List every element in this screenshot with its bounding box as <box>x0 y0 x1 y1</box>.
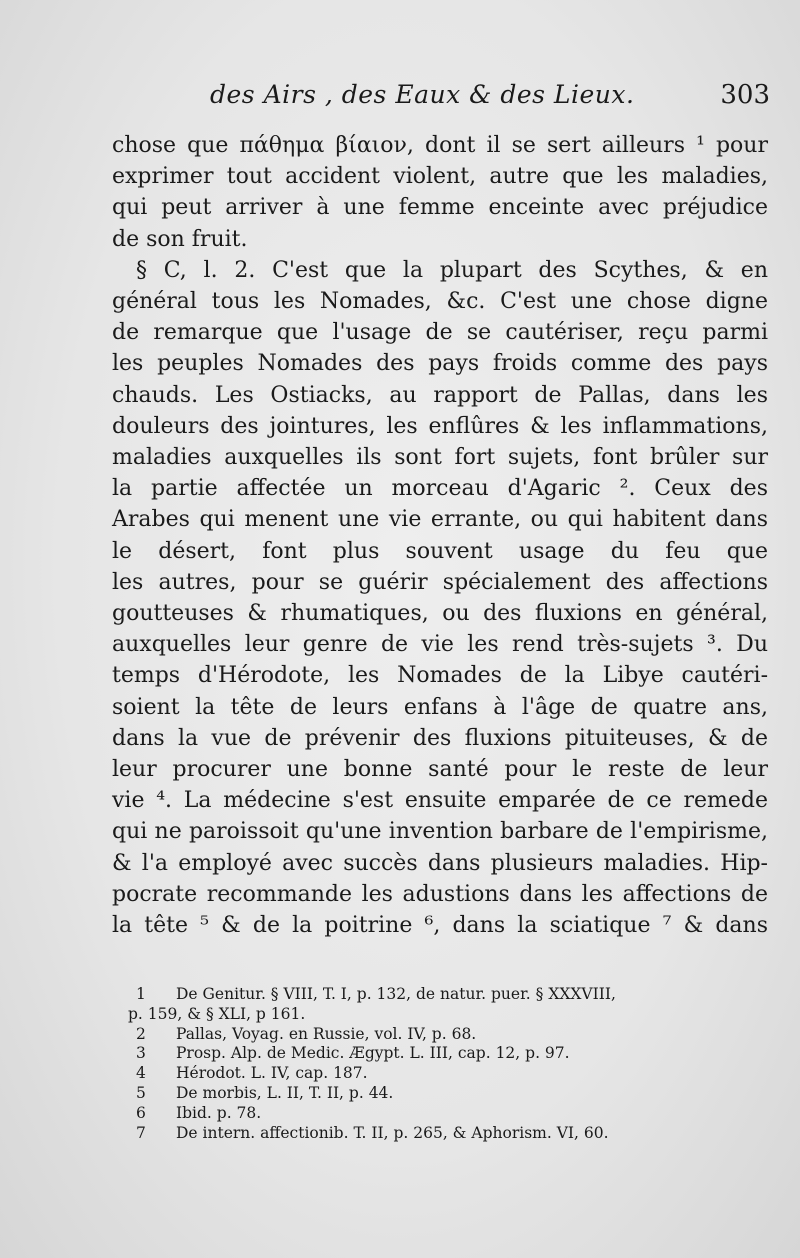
footnote-text: Ibid. p. 78. <box>176 1103 262 1122</box>
footnote <box>128 1025 768 1045</box>
footnote <box>128 1064 768 1084</box>
footnote-number: 2 <box>136 1024 146 1043</box>
text-line: soient la tête de leurs enfans à l'âge de quatre ans, <box>112 694 768 720</box>
text-line: auxquelles leur genre de vie les rend très-sujets ³. Du <box>112 632 768 658</box>
footnote-number: 1 <box>136 985 146 1003</box>
footnote-number: 4 <box>136 1064 146 1083</box>
footnote-text: Pallas, Voyag. en Russie, vol. IV, p. 68. <box>176 1024 477 1043</box>
footnotes <box>128 985 768 1143</box>
footnote <box>128 1084 768 1104</box>
text-line: goutteuses & rhumatiques, ou des fluxions en général, <box>112 601 768 627</box>
footnote-text: De Genitur. § VIII, T. I, p. 132, de natur. puer. § XXXVIII, <box>176 985 616 1003</box>
text-line: temps d'Hérodote, les Nomades de la Libye cautéri- <box>112 663 768 689</box>
footnote <box>128 1044 768 1064</box>
footnote <box>128 1104 768 1124</box>
text-line: exprimer tout accident violent, autre que les maladies, <box>112 164 768 190</box>
footnote-text: Hérodot. L. IV, cap. 187. <box>176 1064 368 1083</box>
footnote <box>128 985 768 1005</box>
text-line: chauds. Les Ostiacks, au rapport de Pallas, dans les <box>112 382 768 408</box>
running-title: des Airs , des Eaux & des Lieux. <box>210 80 635 109</box>
text-line: chose que πάθημα βίαιον, dont il se sert ailleurs ¹ pour <box>112 133 768 158</box>
text-line: général tous les Nomades, &c. C'est une chose digne <box>112 289 768 315</box>
text-line: de remarque que l'usage de se cautériser, reçu parmi <box>112 320 768 346</box>
footnote-number: 5 <box>136 1083 146 1102</box>
text-line: la tête ⁵ & de la poitrine ⁶, dans la sciatique ⁷ & dans <box>112 913 768 939</box>
footnote-number: 3 <box>136 1044 146 1063</box>
page-number: 303 <box>720 80 770 110</box>
text-line: Arabes qui menent une vie errante, ou qui habitent dans <box>112 507 768 533</box>
footnote-text: Prosp. Alp. de Medic. Ægypt. L. III, cap. 12, p. 97. <box>176 1044 570 1063</box>
text-line: § C, l. 2. C'est que la plupart des Scythes, & en <box>136 257 768 283</box>
text-line: les peuples Nomades des pays froids comme des pays <box>112 351 768 377</box>
footnote <box>128 1124 768 1144</box>
footnote-number: 7 <box>136 1123 146 1142</box>
text-line: vie ⁴. La médecine s'est ensuite emparée de ce remede <box>112 788 768 814</box>
text-line: qui ne paroissoit qu'une invention barbare de l'empirisme, <box>112 819 768 845</box>
text-line: les autres, pour se guérir spécialement des affections <box>112 569 768 595</box>
text-line: dans la vue de prévenir des fluxions pituiteuses, & de <box>112 725 768 751</box>
footnote-text: De morbis, L. II, T. II, p. 44. <box>176 1083 394 1102</box>
footnote <box>128 1005 768 1025</box>
main-text <box>112 130 768 941</box>
footnote-text: p. 159, & § XLI, p 161. <box>128 1004 306 1023</box>
text-line: qui peut arriver à une femme enceinte avec préjudice <box>112 195 768 221</box>
text-line: de son fruit. <box>112 226 248 252</box>
text-line: & l'a employé avec succès dans plusieurs maladies. Hip- <box>112 850 768 876</box>
footnote-number: 6 <box>136 1103 146 1122</box>
text-line: maladies auxquelles ils sont fort sujets, font brûler sur <box>112 445 768 471</box>
footnote-text: De intern. affectionib. T. II, p. 265, & Aphorism. VI, 60. <box>176 1123 609 1142</box>
text-line: douleurs des jointures, les enflûres & les inflammations, <box>112 413 768 439</box>
text-line: pocrate recommande les adustions dans les affections de <box>112 881 768 907</box>
text-line: la partie affectée un morceau d'Agaric ². Ceux des <box>112 476 768 502</box>
text-line: le désert, font plus souvent usage du feu que <box>112 538 768 564</box>
running-header <box>210 80 770 120</box>
text-line: leur procurer une bonne santé pour le reste de leur <box>112 757 768 783</box>
